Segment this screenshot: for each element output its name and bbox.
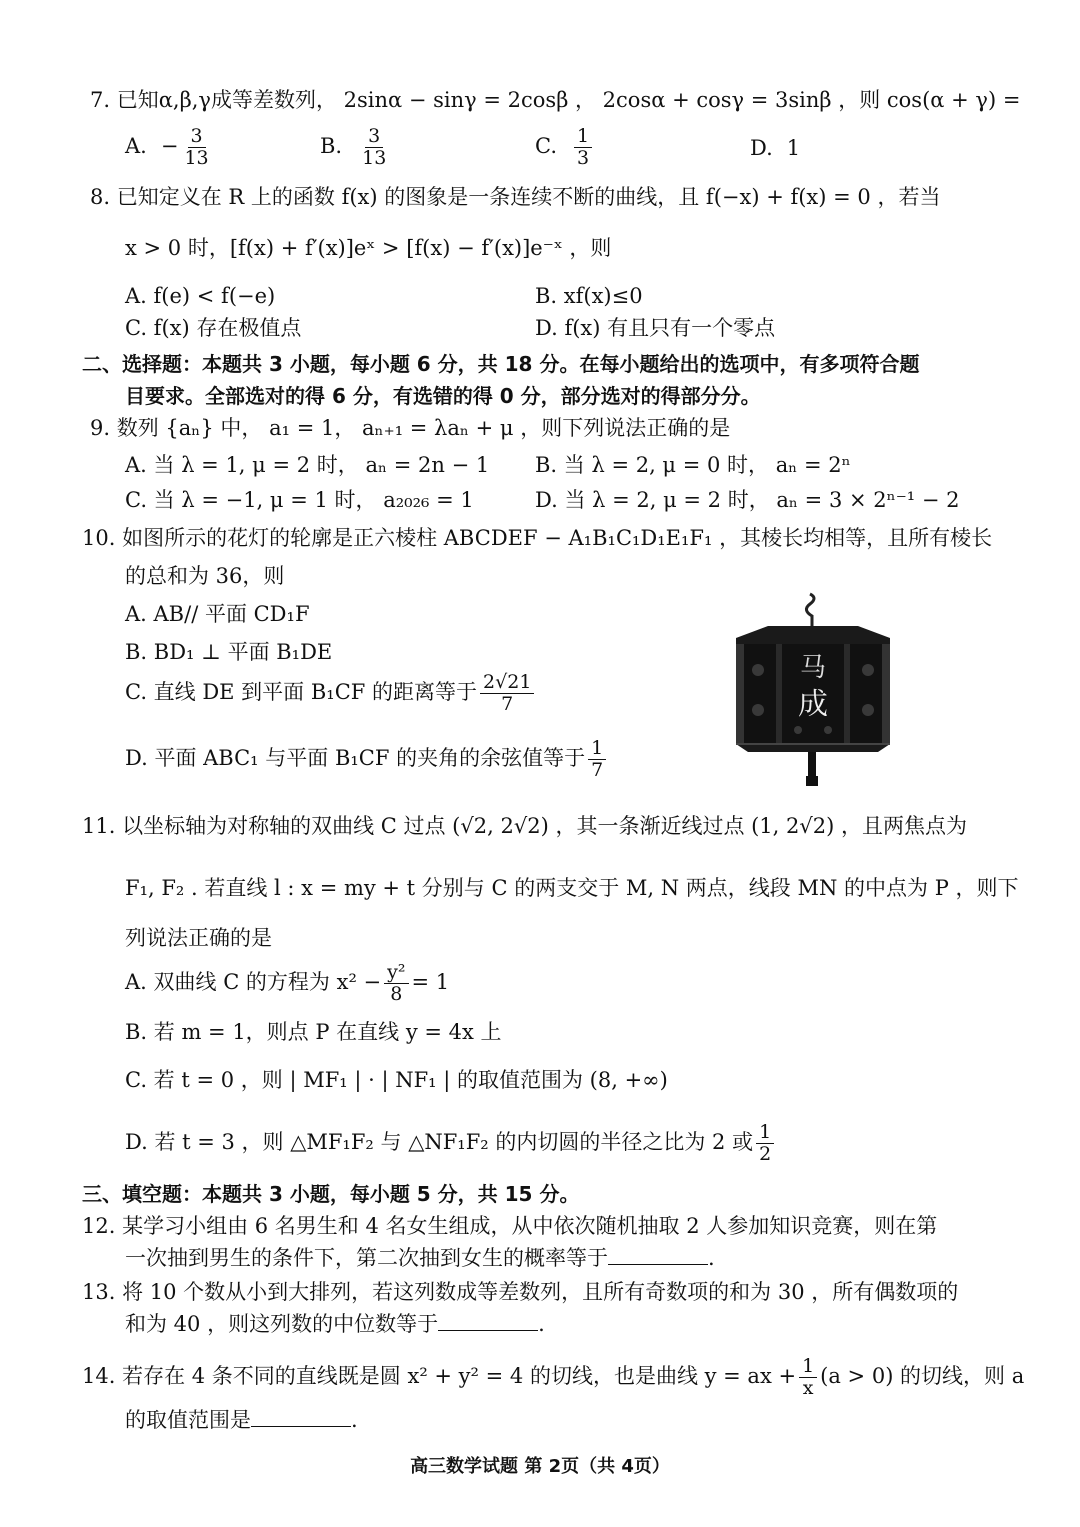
q7-number: 7.: [90, 88, 111, 112]
denominator: 2: [759, 1142, 772, 1165]
fraction: [359, 126, 389, 169]
q7-stem: 已知α,β,γ成等差数列， 2sinα − sinγ = 2cosβ ， 2cosα + cosγ = 3sinβ ，则 cos(α + γ) =: [116, 88, 1021, 112]
lantern-char-1: 马: [799, 653, 827, 683]
q8-stem-line-2: x > 0 时，[f(x) + f′(x)]eˣ > [f(x) − f′(x)]e⁻ˣ ，则: [125, 236, 612, 260]
q10-option-b: B. BD₁ ⊥ 平面 B₁DE: [125, 640, 333, 664]
q11-stem-line-3: 列说法正确的是: [125, 926, 272, 950]
q13-number: 13.: [82, 1280, 116, 1304]
numerator: 1: [574, 126, 592, 148]
q9-stem: 数列 {aₙ} 中， a₁ = 1， aₙ₊₁ = λaₙ + μ ，则下列说法正确的是: [116, 416, 731, 440]
q9-number: 9.: [90, 416, 111, 440]
denominator: 13: [184, 146, 209, 169]
q13-text-2: 和为 40 ，则这列数的中位数等于: [125, 1312, 439, 1336]
option-letter: A.: [125, 133, 147, 158]
fraction: [756, 1122, 774, 1165]
fraction: [181, 126, 211, 169]
denominator: 13: [362, 146, 387, 169]
lantern-char-2: 成: [798, 687, 828, 722]
q9-option-b: B. 当 λ = 2, μ = 0 时， aₙ = 2ⁿ: [535, 453, 851, 477]
q13-line-1: [82, 1280, 958, 1305]
period: .: [708, 1246, 715, 1270]
q7-stem-line: [90, 88, 1020, 113]
q11-stem-line-1: [82, 814, 967, 839]
q7-option-a: [125, 126, 215, 169]
option-letter: D.: [750, 136, 773, 160]
fraction: [588, 738, 606, 781]
fraction: [799, 1356, 817, 1399]
option-value: 1: [786, 136, 801, 160]
q14-text-2: 的取值范围是: [125, 1408, 251, 1432]
denominator: 7: [501, 692, 514, 715]
numerator: 3: [188, 126, 206, 148]
numerator: y²: [384, 962, 408, 984]
q12-answer-blank[interactable]: [608, 1246, 708, 1265]
q10-option-c: [125, 672, 537, 715]
q12-text-2: 一次抽到男生的条件下，第二次抽到女生的概率等于: [125, 1246, 608, 1270]
q11-stem-1: 以坐标轴为对称轴的双曲线 C 过点 (√2, 2√2) ，其一条渐近线过点 (1, 2√2) ，且两焦点为: [122, 814, 967, 838]
q11-option-d: [125, 1122, 777, 1165]
q13-text-1: 将 10 个数从小到大排列，若这列数成等差数列，且所有奇数项的和为 30 ，所有偶数项的: [122, 1280, 959, 1304]
q7-option-c: [535, 126, 595, 169]
q13-line-2: [125, 1312, 545, 1337]
q9-stem-line: [90, 416, 730, 441]
denominator: 3: [577, 146, 590, 169]
q14-answer-blank[interactable]: [251, 1408, 351, 1427]
q10-option-d: [125, 738, 609, 781]
q8-option-b: B. xf(x)≤0: [535, 284, 643, 308]
q12-number: 12.: [82, 1214, 116, 1238]
q8-option-d: D. f(x) 有且只有一个零点: [535, 316, 776, 340]
q11-option-b: B. 若 m = 1，则点 P 在直线 y = 4x 上: [125, 1020, 502, 1044]
option-text: A. 双曲线 C 的方程为 x² −: [125, 969, 382, 994]
denominator: x: [802, 1376, 814, 1399]
option-letter: C.: [535, 133, 557, 158]
q12-text-1: 某学习小组由 6 名男生和 4 名女生组成，从中依次随机抽取 2 人参加知识竞赛，则在第: [122, 1214, 938, 1238]
q11-number: 11.: [82, 814, 116, 838]
q10-option-a: A. AB// 平面 CD₁F: [125, 602, 310, 626]
q10-stem-line-1: [82, 526, 992, 551]
q9-option-a: A. 当 λ = 1, μ = 2 时， aₙ = 2n − 1: [125, 453, 490, 477]
period: .: [351, 1408, 358, 1432]
q8-option-c: C. f(x) 存在极值点: [125, 316, 302, 340]
page-footer: 高三数学试题 第 2页（共 4页）: [410, 1456, 670, 1477]
q8-option-a: A. f(e) < f(−e): [125, 284, 276, 308]
option-text: D. 平面 ABC₁ 与平面 B₁CF 的夹角的余弦值等于: [125, 745, 586, 770]
q10-number: 10.: [82, 526, 116, 550]
numerator: 1: [799, 1356, 817, 1378]
numerator: 2√21: [480, 672, 534, 694]
q14-line-1: [82, 1356, 1024, 1399]
q11-option-a: [125, 962, 449, 1005]
q11-option-c: C. 若 t = 0 ，则 | MF₁ | · | NF₁ | 的取值范围为 (8, +∞): [125, 1068, 668, 1092]
q8-number: 8.: [90, 185, 111, 209]
fraction: [574, 126, 592, 169]
fraction: [384, 962, 408, 1005]
q7-option-b: [320, 126, 392, 169]
q14-number: 14.: [82, 1363, 116, 1388]
option-tail: = 1: [411, 969, 450, 994]
q9-option-d: D. 当 λ = 2, μ = 2 时， aₙ = 3 × 2ⁿ⁻¹ − 2: [535, 488, 960, 512]
q14-line-2: [125, 1408, 358, 1433]
denominator: 8: [390, 982, 403, 1005]
minus-sign: −: [160, 133, 179, 158]
q11-stem-line-2: F₁, F₂ . 若直线 l : x = my + t 分别与 C 的两支交于 M, N 两点，线段 MN 的中点为 P ，则下: [125, 876, 1019, 900]
denominator: 7: [591, 758, 604, 781]
q14-text-1a: 若存在 4 条不同的直线既是圆 x² + y² = 4 的切线，也是曲线 y = ax +: [122, 1363, 797, 1388]
lantern-figure: [728, 590, 898, 790]
q12-line-2: [125, 1246, 715, 1271]
option-text: D. 若 t = 3 ，则 △MF₁F₂ 与 △NF₁F₂ 的内切圆的半径之比为 2 或: [125, 1129, 754, 1154]
q14-text-1b: (a > 0) 的切线，则 a: [820, 1363, 1025, 1388]
q12-line-1: [82, 1214, 937, 1239]
numerator: 1: [588, 738, 606, 760]
period: .: [538, 1312, 545, 1336]
q8-stem-1: 已知定义在 R 上的函数 f(x) 的图象是一条连续不断的曲线，且 f(−x) + f(x) = 0 ，若当: [116, 185, 941, 209]
section2-header-line-1: 二、选择题：本题共 3 小题，每小题 6 分，共 18 分。在每小题给出的选项中，有多项符合题: [82, 352, 920, 376]
q7-option-d: [750, 136, 800, 161]
section3-header: 三、填空题：本题共 3 小题，每小题 5 分，共 15 分。: [82, 1182, 580, 1206]
numerator: 3: [365, 126, 383, 148]
option-text: C. 直线 DE 到平面 B₁CF 的距离等于: [125, 679, 478, 704]
q8-stem-line-1: [90, 185, 940, 210]
q10-stem-line-2: 的总和为 36，则: [125, 564, 285, 588]
q13-answer-blank[interactable]: [438, 1312, 538, 1331]
q9-option-c: C. 当 λ = −1, μ = 1 时， a₂₀₂₆ = 1: [125, 488, 474, 512]
option-letter: B.: [320, 133, 343, 158]
fraction: [480, 672, 534, 715]
section2-header-line-2: 目要求。全部选对的得 6 分，有选错的得 0 分，部分选对的得部分分。: [125, 384, 761, 408]
numerator: 1: [756, 1122, 774, 1144]
q10-stem-1: 如图所示的花灯的轮廓是正六棱柱 ABCDEF − A₁B₁C₁D₁E₁F₁ ，其棱长均相等，且所有棱长: [122, 526, 993, 550]
